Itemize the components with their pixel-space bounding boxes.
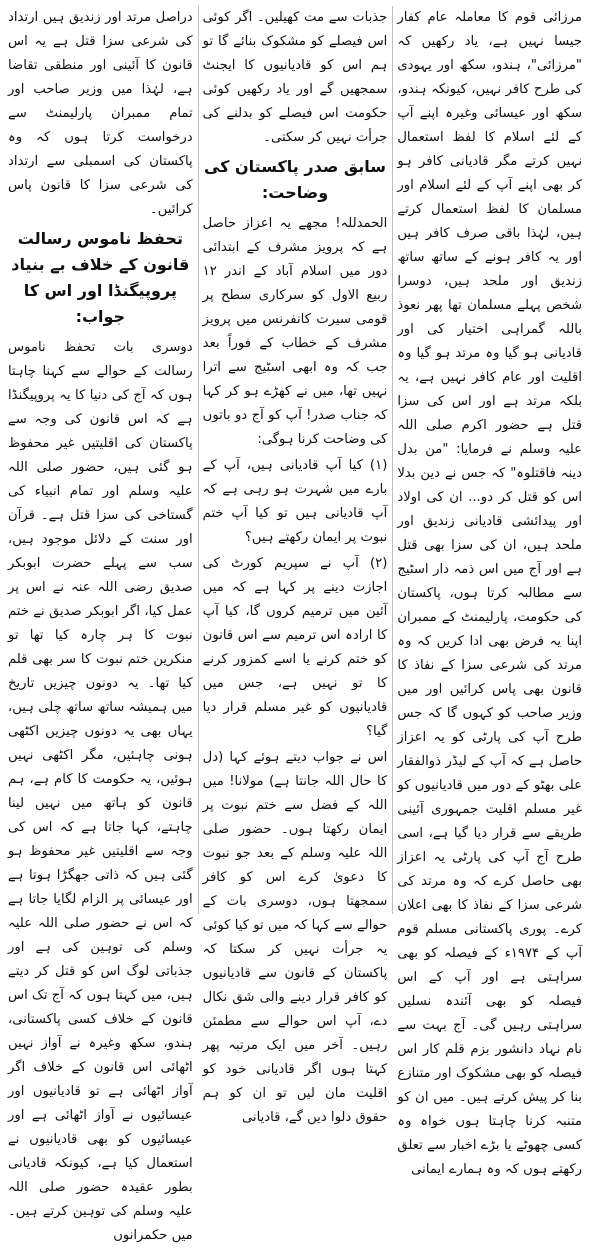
section-heading: سابق صدر پاکستان کی وضاحت: xyxy=(203,157,387,202)
question-item: (۲) آپ نے سپریم کورٹ کی اجازت دینے پر کہا ہے کہ میں آئین میں ترمیم کروں گا، کیا آپ کا ارادہ اس ترمیم سے اس قانون کو ختم کرنے یا اسے کمزور کرنے کا تو نہیں ہے، جس میں قادیانیوں کو غیر مسلم قرار دیا گیا؟ xyxy=(202,556,388,739)
article-paragraph: مرزائی قوم کا معاملہ عام کفار جیسا نہیں ہے، یاد رکھیں کہ "مرزائی"، ہندو، سکھ اور یہودی کی طرح کافر نہیں، کیونکہ ہندو، سکھ اور عیسائی وغیرہ اپنے آپ کے لئے اسلام کا لفظ استعمال نہیں کرتے مگر قادیانی کافر ہو کر بھی اپنے آپ کے لئے اسلام اور مسلمان کا لفظ استعمال کرتے ہیں، لہٰذا باقی صرف کافر ہیں اور یہ کافر ہونے کے ساتھ ساتھ زندیق اور ملحد ہیں، دوسرا شخص پہلے مسلمان تھا پھر نعوذ باللہ گمراہی اختیار کی اور قادیانی ہو گیا وہ مرتد ہو گیا وہ اقلیت اور عام کافر نہیں ہے، یہ بلکہ مرتد ہے اور اس کی سزا قتل ہے حضور اکرم صلی اللہ علیہ وسلم نے فرمایا: "من بدل دینہ فاقتلوہ" کہ جس نے دین بدلا اس کو قتل کر دو... ان کی اولاد اور پیدائشی قادیانی زندیق اور ملحد ہیں، ان کی سزا بھی قتل ہے اور آج میں اس ذمہ دار اسٹیج سے مطالبہ کرتا ہوں، پاکستان کی حکومت، پارلیمنٹ کے ممبران اپنا یہ فرض بھی ادا کریں کہ وہ مرتد کی شرعی سزا کے نفاذ کا قانون بھی پاس کرائیں اور میں وزیر صاحب کو کہوں گا کہ جس طرح آپ کی پارٹی کو یہ اعزاز حاصل ہے کہ آپ کے لیڈر ذوالفقار علی بھٹو کے دور میں قادیانیوں کو غیر مسلم اقلیت جمہوری آئینی طریقے سے قرار دیا گیا ہے، اسی طرح آج آپ کی پارٹی یہ اعزاز بھی حاصل کرے کہ وہ مرتد کی شرعی سزا کے نفاذ کا بھی اعلان کرے۔ پوری پاکستانی مسلم قوم آپ کے ۱۹۷۴ء کے فیصلہ کو بھی سراہتی ہے اور آپ کے اس فیصلہ کو بھی آئندہ نسلیں سراہتی رہیں گی۔ آج بہت سے نام نہاد دانشور بزم قلم کار اس فیصلہ کو بھی مشکوک اور متنازع بنا کر پیش کرتے ہیں۔ میں ان کو متنبہ کرنا چاہتا ہوں خواہ وہ کسی چھوٹے یا بڑے اخبار سے تعلق رکھتے ہوں کہ وہ ہمارے ایمانی xyxy=(397,10,582,1177)
article-paragraph: دراصل مرتد اور زندیق ہیں ارتداد کی شرعی سزا قتل ہے یہ اس قانون کا آئینی اور منطقی تقاضا ہے، لہٰذا میں وزیر صاحب اور تمام ممبران پارلیمنٹ سے درخواست کرتا ہوں کہ وہ پاکستان کی اسمبلی سے ارتداد کی شرعی سزا کا قانون پاس کرائیں۔ xyxy=(8,10,193,217)
column-right xyxy=(397,6,582,1177)
article-paragraph: الحمدللہ! مجھے یہ اعزاز حاصل ہے کہ پرویز مشرف کے ابتدائی دور میں اسلام آباد کے اندر ۱۲ ربیع الاول کو سرکاری سطح پر قومی سیرت کانفرنس میں پرویز مشرف کے خطاب کے فوراً بعد جب کہ وہ ابھی اسٹیج سے اترا نہیں تھا، میں نے کھڑے ہو کر کہا کہ جناب صدر! آپ کو آج دو باتوں کی وضاحت کرنا ہوگی: xyxy=(202,216,388,447)
column-middle xyxy=(202,6,388,1125)
article-paragraph: اس نے جواب دیتے ہوئے کہا (دل کا حال اللہ جانتا ہے) مولانا! میں اللہ کے فضل سے ختم نبوت پر ایمان رکھتا ہوں۔ حضور صلی اللہ علیہ وسلم کے بعد جو نبوت کا دعویٰ کرے اس کو کافر سمجھتا ہوں، دوسری بات کے حوالے سے کہا کہ میں تو کیا کوئی یہ جرأت نہیں کر سکتا کہ پاکستان کے قانون سے قادیانیوں کو کافر قرار دینے والی شق نکال دے، آپ اس حوالے سے مطمئن رہیں۔ آخر میں ایک مرتبہ پھر کہتا ہوں اگر قادیانی خود کو اقلیت مان لیں تو ان کو ہم حقوق دلوا دیں گے، قادیانی xyxy=(202,750,388,1125)
question-item: (۱) کیا آپ قادیانی ہیں، آپ کے بارے میں شہرت ہو رہی ہے کہ آپ قادیانی ہیں تو کیا آپ ختم نبوت پر ایمان رکھتے ہیں؟ xyxy=(202,458,388,545)
article-paragraph: جذبات سے مت کھیلیں۔ اگر کوئی اس فیصلے کو مشکوک بنائے گا تو ہم اس کو قادیانیوں کا ایجنٹ سمجھیں گے اور یاد رکھیں کوئی حکومت اس فیصلے کو بدلنے کی جرأت نہیں کر سکتی۔ xyxy=(202,10,388,145)
article-paragraph: دوسری بات تحفظ ناموس رسالت کے حوالے سے کہنا چاہتا ہوں کہ آج کی دنیا کا یہ پروپیگنڈا ہے کہ اس قانون کی وجہ سے پاکستان کی اقلیتیں غیر محفوظ ہو گئی ہیں، حضور صلی اللہ علیہ وسلم اور تمام انبیاء کی گستاخی کی سزا قتل ہے۔ قرآن اور سنت کے دلائل موجود ہیں، سب سے پہلے حضرت ابوبکر صدیق رضی اللہ عنہ نے اس پر عمل کیا، اگر ابوبکر صدیق نے ختم نبوت کا ہر چارہ کیا تھا تو منکرین ختم نبوت کا سر بھی قلم کیا تھا۔ یہ دونوں چیزیں تاریخ میں ہمیشہ ساتھ ساتھ چلی ہیں، یہاں بھی یہ دونوں چیزیں اکٹھی ہونی چاہئیں، مگر اکٹھی نہیں ہوئیں، یہ حکومت کا کام ہے، ہم قانون کو ہاتھ میں نہیں لینا چاہتے، کہا جاتا ہے کہ اس کی وجہ سے اقلیتیں غیر محفوظ ہو گئی ہیں کہ ذاتی جھگڑا ہوتا ہے اور عیسائی پر الزام لگایا جاتا ہے کہ اس نے حضور صلی اللہ علیہ وسلم کی توہین کی ہے اور جذباتی لوگ اس کو قتل کر دیتے ہیں، میں کہتا ہوں کہ آج تک اس قانون کے خلاف کسی پاکستانی، ہندو، سکھ وغیرہ نے آواز نہیں اٹھائی اس قانون کے خلاف اگر آواز اٹھائی ہے تو قادیانیوں اور عیسائیوں نے آواز اٹھائی ہے اور عیسائیوں کو بھی قادیانیوں نے استعمال کیا ہے، کیونکہ قادیانی بطور عقیدہ حضور صلی اللہ علیہ وسلم کی توہین کرتے ہیں۔ میں حکمرانوں xyxy=(8,340,193,1243)
column-left xyxy=(8,6,193,1243)
section-heading: تحفظ ناموس رسالت قانون کے خلاف بے بنیاد پروپیگنڈا اور اس کا جواب: xyxy=(11,229,190,326)
